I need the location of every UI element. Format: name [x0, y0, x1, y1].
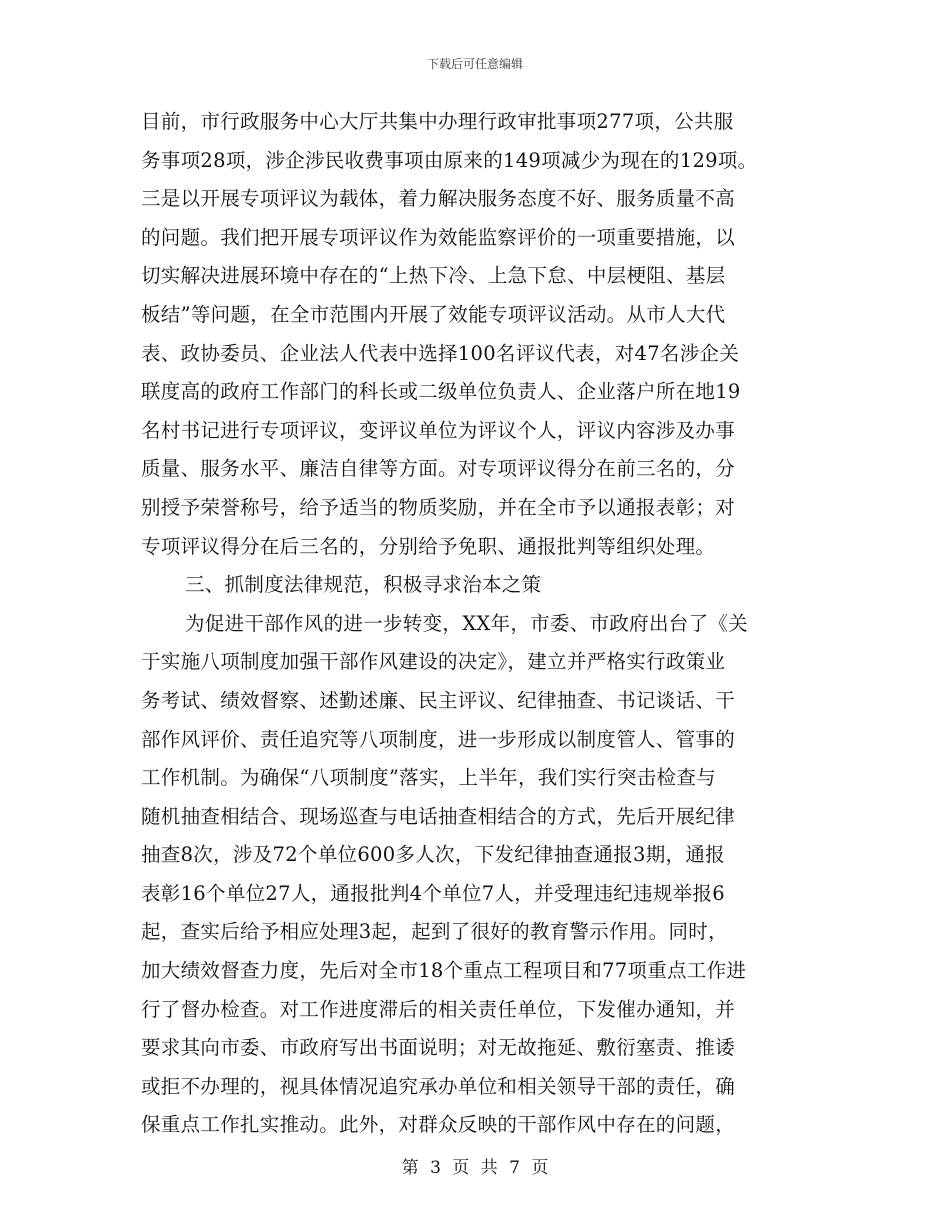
text-line: 务考试、绩效督察、述勤述廉、民主评议、纪律抽查、书记谈话、干 — [141, 688, 736, 712]
text-line: 切实解决进展环境中存在的“上热下冷、上急下怠、中层梗阻、基层 — [141, 264, 726, 288]
text-line: 别授予荣誉称号，给予适当的物质奖励，并在全市予以通报表彰；对 — [141, 495, 736, 519]
text-line: 行了督办检查。对工作进度滞后的相关责任单位，下发催办通知，并 — [141, 997, 736, 1021]
text-line: 工作机制。为确保“八项制度”落实，上半年，我们实行突击检查与 — [141, 766, 716, 790]
text-line: 加大绩效督查力度，先后对全市18个重点工程项目和77项重点工作进 — [141, 959, 747, 983]
text-line: 目前，市行政服务中心大厅共集中办理行政审批事项277项，公共服 — [141, 110, 734, 133]
document-body — [141, 103, 821, 1145]
text-line: 起，查实后给予相应处理3起，起到了很好的教育警示作用。同时， — [141, 920, 728, 944]
text-line: 部作风评价、责任追究等八项制度，进一步形成以制度管人、管事的 — [141, 727, 736, 751]
text-line: 表彰16个单位27人，通报批判4个单位7人，并受理违纪违规举报6 — [141, 881, 725, 905]
page-header-note: 下载后可任意编辑 — [426, 57, 523, 71]
text-line: 要求其向市委、市政府写出书面说明；对无故拖延、敷衍塞责、推诿 — [141, 1036, 736, 1060]
text-line: 随机抽查相结合、现场巡查与电话抽查相结合的方式，先后开展纪律 — [141, 804, 736, 828]
text-line: 板结”等问题，在全市范围内开展了效能专项评议活动。从市人大代 — [141, 302, 726, 326]
page-number: 第 3 页 共 7 页 — [401, 1158, 549, 1178]
text-line: 名村书记进行专项评议，变评议单位为评议个人，评议内容涉及办事 — [141, 418, 736, 442]
text-line: 于实施八项制度加强干部作风建设的决定》，建立并严格实行政策业 — [141, 650, 726, 674]
text-line: 的问题。我们把开展专项评议作为效能监察评价的一项重要措施，以 — [141, 225, 736, 249]
text-line: 务事项28项，涉企涉民收费事项由原来的149项减少为现在的129项。 — [141, 148, 758, 172]
text-line: 表、政协委员、企业法人代表中选择100名评议代表，对47名涉企关 — [141, 341, 740, 365]
text-line: 三是以开展专项评议为载体，着力解决服务态度不好、服务质量不高 — [141, 187, 736, 211]
text-line: 联度高的政府工作部门的科长或二级单位负责人、企业落户所在地19 — [141, 380, 741, 404]
paragraph-first-line: 为促进干部作风的进一步转变，XX年，市委、市政府出台了《关 — [185, 611, 748, 635]
text-line: 保重点工作扎实推动。此外，对群众反映的干部作风中存在的问题， — [141, 1113, 736, 1137]
text-line: 专项评议得分在后三名的，分别给予免职、通报批判等组织处理。 — [141, 534, 716, 558]
text-line: 质量、服务水平、廉洁自律等方面。对专项评议得分在前三名的，分 — [141, 457, 736, 481]
section-heading: 三、抓制度法律规范，积极寻求治本之策 — [185, 573, 542, 597]
text-line: 或拒不办理的，视具体情况追究承办单位和相关领导干部的责任，确 — [141, 1074, 736, 1098]
text-line: 抽查8次，涉及72个单位600多人次，下发纪律抽查通报3期，通报 — [141, 843, 725, 867]
